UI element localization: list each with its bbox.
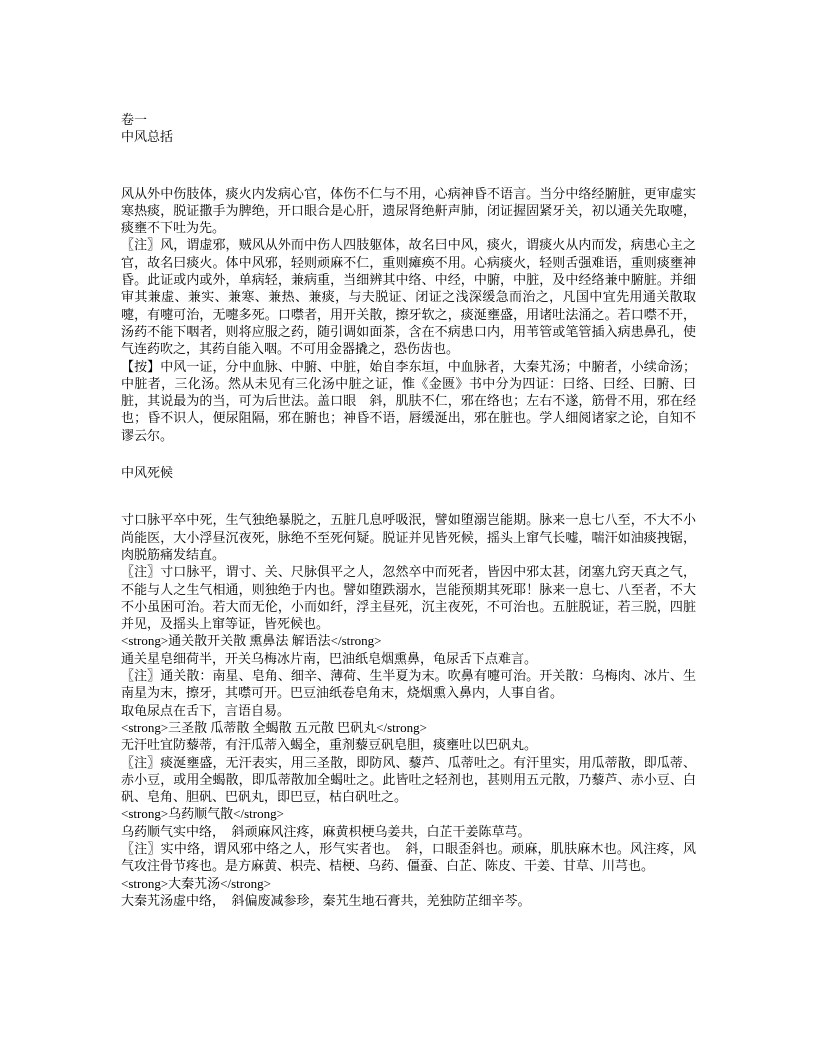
note-paragraph: 〖注〗痰涎壅盛，无汗表实，用三圣散，即防风、藜芦、瓜蒂吐之。有汗里实，用瓜蒂散，即瓜蒂、赤小豆，或用全蝎散，即瓜蒂散加全蝎吐之。此皆吐之轻剂也，甚则用五元散，乃藜芦、赤小豆、白矾、皂角、胆矾、巴矾丸，即巴豆，枯白矾吐之。 (121, 754, 696, 805)
note-paragraph: 〖注〗风，谓虚邪，贼风从外而中伤人四肢躯体，故名曰中风，痰火，谓痰火从内而发，病患心主之官，故名曰痰火。体中风邪，轻则顽麻不仁，重则瘫痪不用。心病痰火，轻则舌强难语，重则痰壅神昏。此证或内或外，单病轻，兼病重，当细辨其中络、中经，中腑，中脏，及中经络兼中腑脏。并细审其兼虚、兼实、兼寒、兼热、兼痰，与夫脱证、闭证之浅深缓急而治之，凡国中宜先用通关散取嚏，有嚏可治，无嚏多死。口噤者，用开关散，擦牙软之，痰涎壅盛，用诸吐法涌之。若口噤不开，汤药不能下咽者，则将应服之药，随引调如面茶，含在不病患口内，用苇管或笔管插入病患鼻孔，使气连药吹之，其药自能入咽。不可用金器撬之，恐伤齿也。 (121, 237, 696, 357)
note-paragraph: 〖注〗寸口脉平，谓寸、关、尺脉俱平之人，忽然卒中而死者，皆因中邪太甚，闭塞九窍天真之气，不能与人之生气相通，则独绝于内也。譬如堕跌溺水，岂能预期其死耶！脉来一息七、八至者，不大不小虽困可治。若大而无伦，小而如纤，浮主昼死，沉主夜死，不可治也。五脏脱证，若三脱，四脏并见，及摇头上窜等证，皆死候也。 (121, 564, 696, 632)
chapter-title: 卷一 (121, 112, 148, 127)
formula-heading: <strong>三圣散 瓜蒂散 全蝎散 五元散 巴矾丸</strong> (121, 719, 427, 735)
verse-paragraph: 乌药顺气实中络， 斜顽麻风注疼，麻黄枳梗乌姜共，白芷干姜陈草芎。 (121, 823, 531, 839)
note-paragraph: 取龟尿点在舌下，言语自易。 (121, 702, 291, 718)
formula-heading: <strong>通关散开关散 熏鼻法 解语法</strong> (121, 633, 382, 649)
verse-paragraph: 大秦艽汤虚中络， 斜偏废减参珍，秦艽生地石膏共，羌独防芷细辛芩。 (121, 892, 531, 908)
formula-heading: <strong>乌药顺气散</strong> (121, 806, 284, 822)
verse-paragraph: 寸口脉平卒中死，生气独绝暴脱之，五脏几息呼吸泯，譬如堕溺岂能期。脉来一息七八至，不大不小尚能医，大小浮昼沉夜死，脉绝不至死何疑。脱证并见皆死候，摇头上窜气长嘘，喘汗如油痰拽锯，肉脱筋痛发结直。 (121, 512, 696, 562)
note-paragraph: 〖注〗通关散：南星、皂角、细辛、薄荷、生半夏为末。吹鼻有嚏可治。开关散：乌梅肉、冰片、生南星为末，擦牙，其噤可开。巴豆油纸卷皂角末，烧烟熏入鼻内，人事自省。 (121, 668, 696, 701)
note-paragraph: 〖注〗实中络，谓风邪中络之人，形气实者也。 斜，口眼歪斜也。顽麻，肌肤麻木也。风注疼，风气攻注骨节疼也。是方麻黄、枳壳、桔梗、乌药、僵蚕、白芷、陈皮、干姜、甘草、川芎也。 (121, 840, 696, 874)
formula-heading: <strong>大秦艽汤</strong> (121, 875, 271, 891)
verse-paragraph: 无汗吐宜防藜蒂，有汗瓜蒂入蝎全，重剂藜豆矾皂胆，痰壅吐以巴矾丸。 (121, 737, 538, 753)
commentary-paragraph: 【按】中风一证，分中血脉、中腑、中脏，始自李东垣，中血脉者，大秦艽汤；中腑者，小续命汤；中脏者，三化汤。然从未见有三化汤中脏之证，惟《金匮》书中分为四证：曰络、曰经、曰腑、曰脏，其说最为的当，可为后世法。盖口眼 斜，肌肤不仁，邪在络也；左右不遂，筋骨不用，邪在经也；昏不识人，便尿阻隔，邪在腑也；神昏不语，唇缓涎出，邪在脏也。学人细阅诸家之论，自知不谬云尔。 (121, 358, 696, 443)
verse-paragraph: 通关星皂细荷半，开关乌梅冰片南，巴油纸皂烟熏鼻，龟尿舌下点难言。 (121, 650, 538, 666)
section-title: 中风总括 (121, 129, 174, 145)
verse-paragraph: 风从外中伤肢体，痰火内发病心官，体伤不仁与不用，心病神昏不语言。当分中络经腑脏，更审虚实寒热痰，脱证撒手为脾绝，开口眼合是心肝，遗尿肾绝鼾声肺，闭证握固紧牙关，初以通关先取嚏，痰壅不下吐为先。 (121, 185, 696, 236)
section-heading-death-signs: 中风死候 (121, 465, 174, 481)
